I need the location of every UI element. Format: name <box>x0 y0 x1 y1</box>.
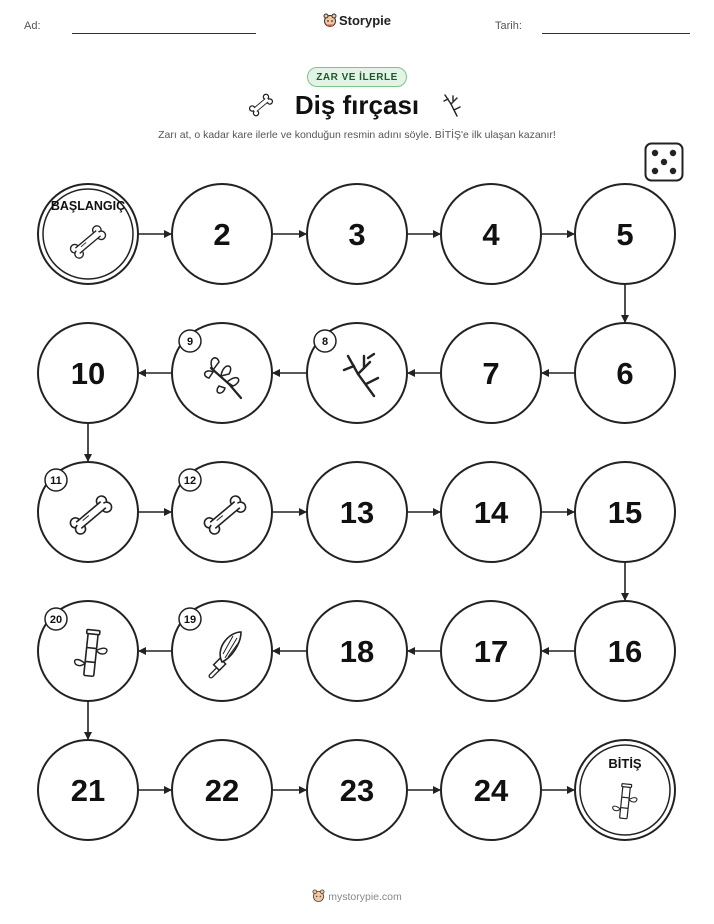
date-label: Tarih: <box>495 20 522 32</box>
board-space <box>172 323 272 423</box>
board-space <box>38 323 138 423</box>
finish-label: BİTİŞ <box>608 756 642 771</box>
board-space <box>172 184 272 284</box>
space-number-badge: 20 <box>49 614 63 626</box>
space-number: 23 <box>339 773 375 808</box>
board-space <box>441 601 541 701</box>
space-number: 17 <box>473 634 509 669</box>
board-space <box>575 462 675 562</box>
space-number: 3 <box>348 217 366 252</box>
board-space <box>575 323 675 423</box>
board-space <box>441 740 541 840</box>
space-number: 18 <box>339 634 375 669</box>
board-space <box>441 323 541 423</box>
space-number-badge: 9 <box>186 336 194 348</box>
page-title: Diş fırçası <box>294 90 420 120</box>
brand-name: Storypie <box>338 13 391 28</box>
board-space <box>307 184 407 284</box>
space-number-badge: 11 <box>50 475 62 487</box>
space-number: 4 <box>482 217 500 252</box>
space-number: 10 <box>70 356 106 391</box>
board-space <box>307 323 407 423</box>
board-space <box>307 462 407 562</box>
board-space <box>441 462 541 562</box>
space-number: 24 <box>473 773 509 808</box>
space-number: 7 <box>482 356 500 391</box>
footer <box>0 889 714 903</box>
activity-badge: ZAR VE İLERLE <box>307 67 407 87</box>
space-number-badge: 12 <box>183 475 197 487</box>
start-space <box>38 184 138 284</box>
board-space <box>172 601 272 701</box>
board-space <box>38 740 138 840</box>
board-space <box>307 740 407 840</box>
board-space <box>575 184 675 284</box>
space-number: 21 <box>70 773 106 808</box>
space-number: 13 <box>339 495 375 530</box>
finish-space <box>575 740 675 840</box>
space-number-badge: 19 <box>183 614 197 626</box>
storypie-logo-icon <box>312 889 325 902</box>
board-space <box>575 601 675 701</box>
board-space <box>38 462 138 562</box>
space-number: 5 <box>616 217 634 252</box>
space-number: 16 <box>607 634 643 669</box>
space-number: 2 <box>213 217 231 252</box>
board-space <box>172 740 272 840</box>
board-space <box>38 601 138 701</box>
space-number: 22 <box>204 773 240 808</box>
board-space <box>307 601 407 701</box>
space-number-badge: 8 <box>321 336 329 348</box>
space-number: 14 <box>473 495 509 530</box>
start-label: BAŞLANGIÇ <box>50 199 126 213</box>
board-space <box>172 462 272 562</box>
name-label: Ad: <box>24 20 41 32</box>
footer-url: mystorypie.com <box>328 891 402 903</box>
space-number: 15 <box>607 495 643 530</box>
instructions: Zarı at, o kadar kare ilerle ve konduğun resmin adını söyle. BİTİŞ'e ilk ulaşan kazanır! <box>158 129 556 141</box>
space-number: 6 <box>616 356 634 391</box>
board-space <box>441 184 541 284</box>
